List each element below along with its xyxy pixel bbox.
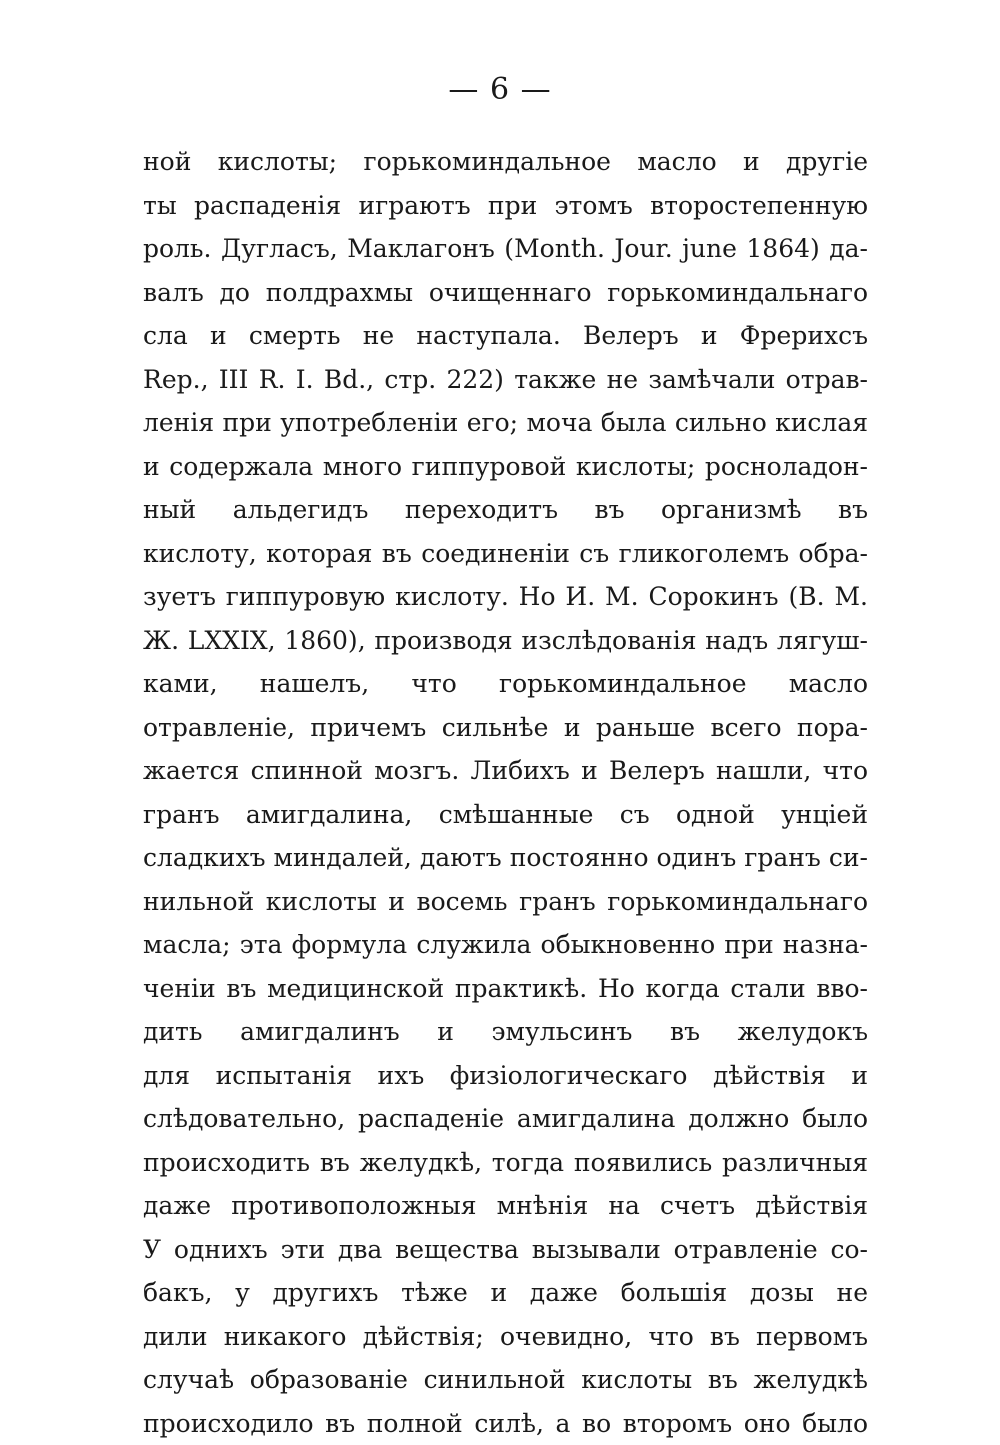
text-line: сладкихъ миндалей, даютъ постоянно одинъ гранъ си- (143, 836, 868, 880)
text-line: и содержала много гиппуровой кислоты; росноладон- (143, 445, 868, 489)
text-line: бакъ, у другихъ тѣже и даже большія дозы не (143, 1271, 868, 1315)
text-line: жается спинной мозгъ. Либихъ и Велеръ нашли, что (143, 749, 868, 793)
text-line: дили никакого дѣйствія; очевидно, что въ первомъ (143, 1315, 868, 1359)
text-line: У однихъ эти два вещества вызывали отравленіе со- (143, 1228, 868, 1272)
text-line: кислоту, которая въ соединеніи съ гликоголемъ обра- (143, 532, 868, 576)
text-line: ной кислоты; горькоминдальное масло и другіе (143, 140, 868, 184)
text-line: ченіи въ медицинской практикѣ. Но когда стали вво- (143, 967, 868, 1011)
text-line: сла и смерть не наступала. Велеръ и Фрерихсъ (143, 314, 868, 358)
text-line: отравленіе, причемъ сильнѣе и раньше всего пора- (143, 706, 868, 750)
text-line: происходило въ полной силѣ, а во второмъ оно было (143, 1402, 868, 1445)
text-line: дить амигдалинъ и эмульсинъ въ желудокъ (143, 1010, 868, 1054)
page-number: — 6 — (0, 70, 1000, 110)
text-line: для испытанія ихъ физіологическаго дѣйствія и (143, 1054, 868, 1098)
text-line: слѣдовательно, распаденіе амигдалина должно было (143, 1097, 868, 1141)
text-line: Ж. LXXIX, 1860), производя изслѣдованія надъ лягуш- (143, 619, 868, 663)
text-line: происходить въ желудкѣ, тогда появились различныя (143, 1141, 868, 1185)
text-line: ками, нашелъ, что горькоминдальное масло (143, 662, 868, 706)
text-line: случаѣ образованіе синильной кислоты въ желудкѣ (143, 1358, 868, 1402)
text-line: ный альдегидъ переходитъ въ организмѣ въ (143, 488, 868, 532)
text-line: ленія при употребленіи его; моча была сильно кислая (143, 401, 868, 445)
body-text (143, 140, 868, 1445)
text-line: гранъ амигдалина, смѣшанные съ одной унціей (143, 793, 868, 837)
text-line: нильной кислоты и восемь гранъ горькоминдальнаго (143, 880, 868, 924)
text-line: ты распаденія играютъ при этомъ второстепенную (143, 184, 868, 228)
text-line: роль. Дугласъ, Маклагонъ (Month. Jour. june 1864) да- (143, 227, 868, 271)
text-line: Rep., III R. I. Bd., стр. 222) также не замѣчали отрав- (143, 358, 868, 402)
text-line: масла; эта формула служила обыкновенно при назна- (143, 923, 868, 967)
text-line: даже противоположныя мнѣнія на счетъ дѣйствія (143, 1184, 868, 1228)
text-line: валъ до полдрахмы очищеннаго горькоминдальнаго (143, 271, 868, 315)
text-line: зуетъ гиппуровую кислоту. Но И. М. Сорокинъ (В. М. (143, 575, 868, 619)
